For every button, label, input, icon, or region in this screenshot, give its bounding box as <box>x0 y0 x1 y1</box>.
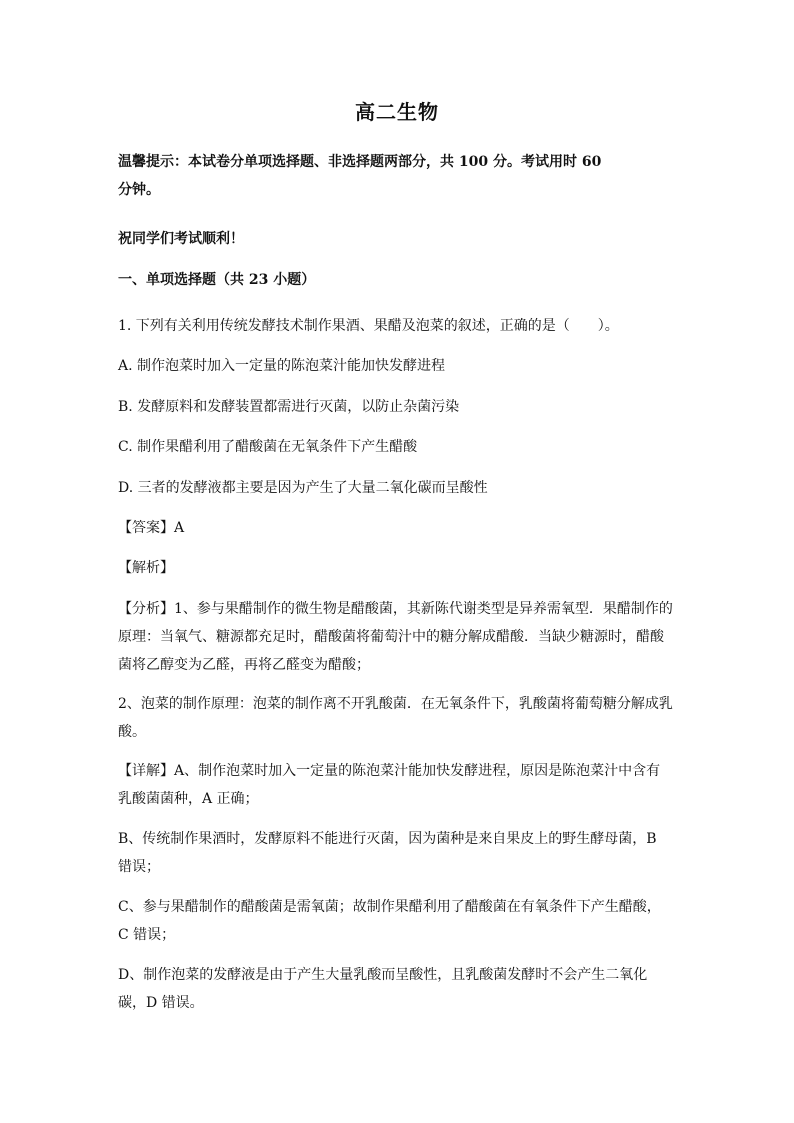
fenxi-line-1: 【分析】1、参与果醋制作的微生物是醋酸菌，其新陈代谢类型是异养需氧型．果醋制作的 <box>118 601 673 617</box>
detail-a-line-2: 乳酸菌菌种，A 正确； <box>118 791 259 807</box>
detail-d <box>118 961 678 1017</box>
detail-c-line-2: C 错误； <box>118 927 176 943</box>
fenxi-line-3: 菌将乙醇变为乙醛，再将乙醛变为醋酸； <box>118 657 370 673</box>
detail-b <box>118 825 678 881</box>
detail-c-line-1: C、参与果醋制作的醋酸菌是需氧菌；故制作果醋利用了醋酸菌在有氧条件下产生醋酸， <box>118 899 661 915</box>
detail-b-line-1: B、传统制作果酒时，发酵原料不能进行灭菌，因为菌种是来自果皮上的野生酵母菌，B <box>118 831 657 847</box>
point2-line-2: 酸。 <box>118 724 146 740</box>
detail-c <box>118 893 678 949</box>
detail-d-line-1: D、制作泡菜的发酵液是由于产生大量乳酸而呈酸性，且乳酸菌发酵时不会产生二氧化 <box>118 967 648 983</box>
page-title: 高二生物 <box>355 100 439 124</box>
answer-line: 【答案】A <box>118 520 185 536</box>
exam-notice-line-1: 温馨提示：本试卷分单项选择题、非选择题两部分，共 100 分。考试用时 60 <box>118 154 602 170</box>
analysis-label: 【解析】 <box>118 560 174 576</box>
fenxi-line-2: 原理：当氧气、糖源都充足时，醋酸菌将葡萄汁中的糖分解成醋酸．当缺少糖源时，醋酸 <box>118 629 664 645</box>
point2-line-1: 2、泡菜的制作原理：泡菜的制作离不开乳酸菌．在无氧条件下，乳酸菌将葡萄糖分解成乳 <box>118 696 673 712</box>
option-b: B. 发酵原料和发酵装置都需进行灭菌，以防止杂菌污染 <box>118 399 460 415</box>
option-d: D. 三者的发酵液都主要是因为产生了大量二氧化碳而呈酸性 <box>118 480 488 496</box>
option-a: A. 制作泡菜时加入一定量的陈泡菜汁能加快发酵进程 <box>118 358 446 374</box>
analysis-point-2 <box>118 690 678 746</box>
section-heading: 一、单项选择题（共 23 小题） <box>118 272 316 288</box>
detail-b-line-2: 错误； <box>118 859 160 875</box>
wish-text: 祝同学们考试顺利！ <box>118 231 244 247</box>
exam-notice <box>118 148 678 204</box>
detail-a <box>118 757 678 813</box>
detail-a-line-1: 【详解】A、制作泡菜时加入一定量的陈泡菜汁能加快发酵进程，原因是陈泡菜汁中含有 <box>118 763 661 779</box>
detail-d-line-2: 碳，D 错误。 <box>118 995 204 1011</box>
exam-notice-line-2: 分钟。 <box>118 182 160 198</box>
analysis-fenxi <box>118 595 678 679</box>
option-c: C. 制作果醋利用了醋酸菌在无氧条件下产生醋酸 <box>118 439 418 455</box>
question-stem: 1. 下列有关利用传统发酵技术制作果酒、果醋及泡菜的叙述，正确的是（ ）。 <box>118 318 619 334</box>
